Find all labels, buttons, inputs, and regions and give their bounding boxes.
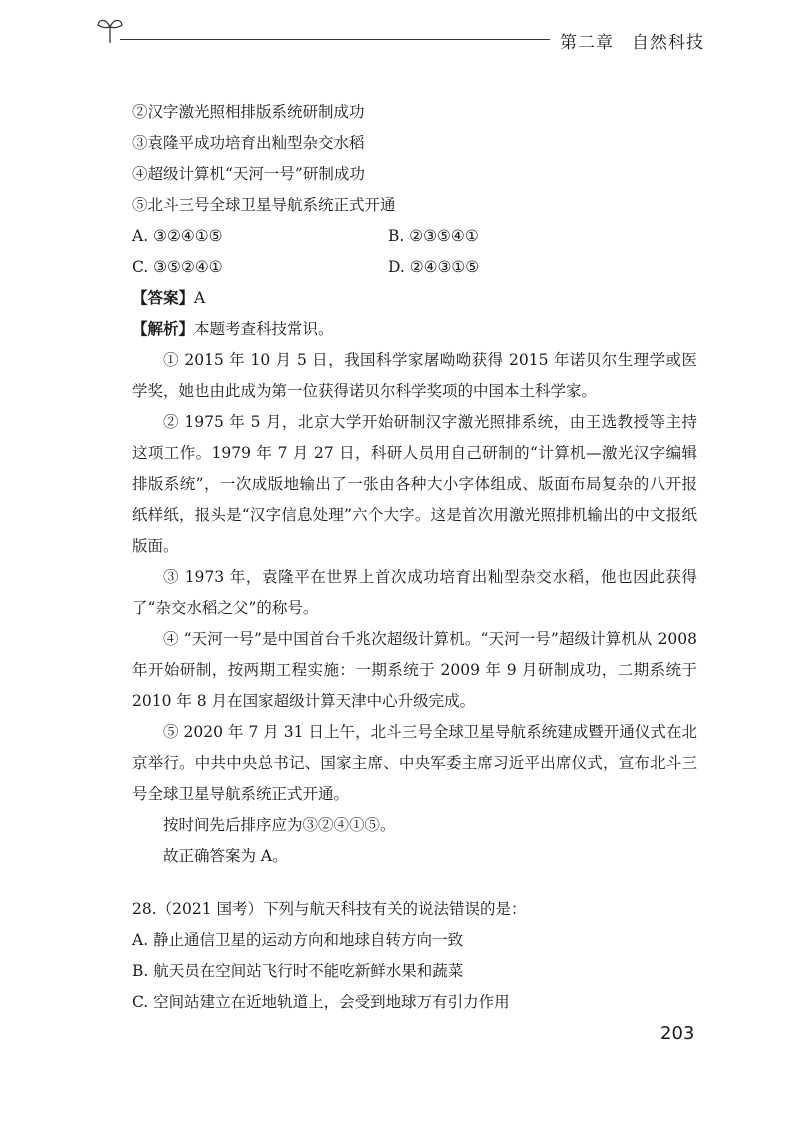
list-item: ②汉字激光照相排版系统研制成功 — [132, 103, 365, 121]
analysis-label: 【解析】 — [132, 320, 195, 338]
list-item: ⑤北斗三号全球卫星导航系统正式开通 — [132, 196, 396, 214]
page-number: 203 — [660, 1023, 695, 1044]
answer-label: 【答案】 — [132, 289, 195, 307]
choice-d: D. ②④③①⑤ — [388, 258, 480, 276]
conclusion-statement: 故正确答案为 A。 — [163, 847, 288, 865]
analysis-paragraph: ③ 1973 年，袁隆平在世界上首次成功培育出籼型杂交水稻，他也因此获得了“杂交水稻之父”的称号。 — [132, 568, 697, 617]
answer-value: A — [194, 289, 206, 307]
choice-c: C. ③⑤②④① — [132, 258, 223, 276]
choice-row — [132, 252, 697, 283]
analysis-paragraph: ⑤ 2020 年 7 月 31 日上午，北斗三号全球卫星导航系统建成暨开通仪式在北京举行。中共中央总书记、国家主席、中央军委主席习近平出席仪式，宣布北斗三号全球卫星导航系统正式开通。 — [132, 723, 697, 803]
list-item: ④超级计算机“天河一号”研制成功 — [132, 165, 365, 183]
question-option: A. 静止通信卫星的运动方向和地球自转方向一致 — [132, 931, 464, 949]
list-item: ③袁隆平成功培育出籼型杂交水稻 — [132, 134, 365, 152]
page-content — [132, 97, 697, 1018]
page-header — [0, 0, 800, 60]
analysis-paragraph: ② 1975 年 5 月，北京大学开始研制汉字激光照排系统，由王选教授等主持这项工作。1979 年 7 月 27 日，科研人员用自己研制的“计算机—激光汉字编辑排版系统”，一次成版地输出了一张由各种大小字体组成、版面布局复杂的八开报纸样纸，报头是“汉字信息处理”六个大字。这是首次用激光照排机输出的中文报纸版面。 — [132, 413, 697, 555]
analysis-paragraph: ① 2015 年 10 月 5 日，我国科学家屠呦呦获得 2015 年诺贝尔生理学或医学奖，她也由此成为第一位获得诺贝尔科学奖项的中国本土科学家。 — [132, 351, 697, 400]
analysis-paragraph: ④ “天河一号”是中国首台千兆次超级计算机。“天河一号”超级计算机从 2008 年开始研制，按两期工程实施：一期系统于 2009 年 9 月研制成功，二期系统于 2010 年 8 月在国家超级计算天津中心升级完成。 — [132, 630, 697, 710]
choice-b: B. ②③⑤④① — [388, 227, 479, 245]
answer-line — [132, 283, 697, 314]
section-gap — [132, 872, 697, 894]
analysis-line — [132, 314, 697, 345]
chapter-title: 第二章 自然科技 — [560, 33, 704, 53]
question-option: C. 空间站建立在近地轨道上，会受到地球万有引力作用 — [132, 993, 510, 1011]
choice-a: A. ③②④①⑤ — [132, 227, 223, 245]
question-option: B. 航天员在空间站飞行时不能吃新鲜水果和蔬菜 — [132, 962, 464, 980]
analysis-intro: 本题考查科技常识。 — [194, 320, 334, 338]
choice-row — [132, 221, 697, 252]
order-statement: 按时间先后排序应为③②④①⑤。 — [163, 816, 396, 834]
question-stem: 28.（2021 国考）下列与航天科技有关的说法错误的是： — [132, 900, 527, 918]
header-rule — [120, 39, 550, 40]
